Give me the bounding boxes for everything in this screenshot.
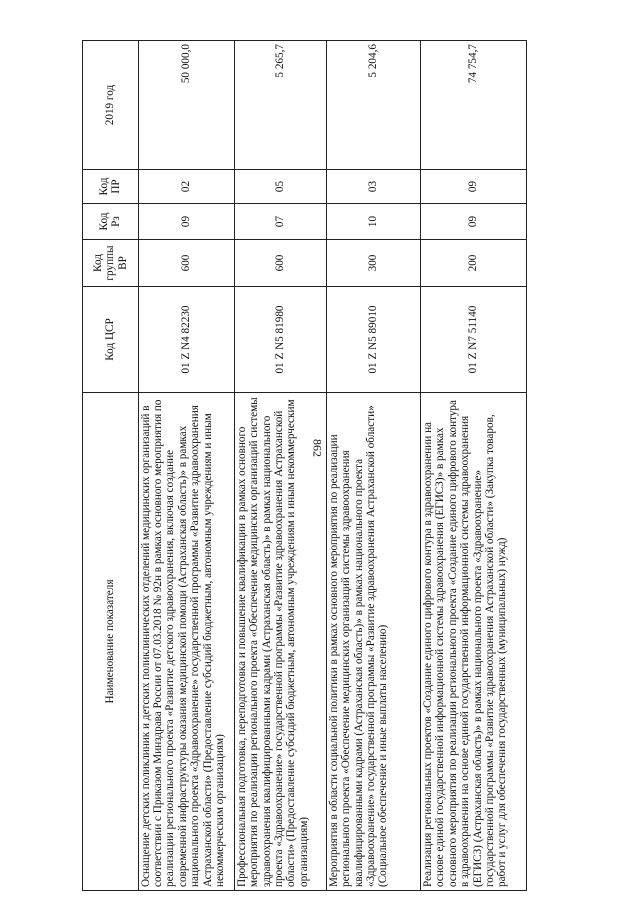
- col-header-vr: Код группы ВР: [83, 240, 139, 287]
- col-header-name: Наименование показателя: [83, 393, 139, 891]
- row-pr: 09: [421, 170, 527, 204]
- row-pr: 05: [234, 170, 326, 204]
- row-csr: 01 Z N7 51140: [421, 287, 527, 393]
- table-row: [234, 41, 326, 891]
- row-vr: 600: [138, 240, 234, 287]
- row-name: Реализация региональных проектов «Создание единого цифрового контура в здравоохранении на основе единой государственной информационной системы здравоохранения (ЕГИСЗ)» в рамках основного мероприятия по реализации регионального проекта «Создание единого цифрового контура в здравоохранении на основе единой государственной информационной системы здравоохранения (ЕГИСЗ) (Астраханская область)» в рамках национального проекта «Здравоохранение» государственной программы «Развитие здравоохранения Астраханской области» (Закупка товаров, работ и услуг для обеспечения государственных (муниципальных) нужд): [421, 393, 527, 891]
- row-csr: 01 Z N4 82230: [138, 287, 234, 393]
- table-row: [421, 41, 527, 891]
- col-header-pr: Код ПР: [83, 170, 139, 204]
- row-rz: 09: [421, 204, 527, 240]
- col-header-2019: 2019 год: [83, 41, 139, 170]
- row-rz: 10: [326, 204, 420, 240]
- row-name: Профессиональная подготовка, переподготовка и повышение квалификации в рамках основного мероприятия по реализации регионального проекта «Обеспечение медицинских организаций системы здравоохранения квалифицированными кадрами (Астраханская область)» в рамках национального проекта «Здравоохранение» государственной программы «Развитие здравоохранения Астраханской области» (Предоставление субсидий бюджетным, автономным учреждениям и иным некоммерческим организациям): [234, 393, 326, 891]
- row-rz: 09: [138, 204, 234, 240]
- col-header-rz: Код Рз: [83, 204, 139, 240]
- row-vr: 200: [421, 240, 527, 287]
- budget-table: [82, 40, 527, 891]
- row-csr: 01 Z N5 81980: [234, 287, 326, 393]
- row-pr: 03: [326, 170, 420, 204]
- row-csr: 01 Z N5 89010: [326, 287, 420, 393]
- budget-table-container: [82, 41, 527, 891]
- row-name: Мероприятия в области социальной политики в рамках основного мероприятия по реализации регионального проекта «Обеспечение медицинских организаций системы здравоохранения квалифицированными кадрами (Астраханская область)» в рамках национального проекта «Здравоохранение» государственной программы «Развитие здравоохранения Астраханской области» (Социальное обеспечение и иные выплаты населению): [326, 393, 420, 891]
- row-pr: 02: [138, 170, 234, 204]
- page-number: 862: [310, 439, 325, 457]
- table-row: [138, 41, 234, 891]
- row-rz: 07: [234, 204, 326, 240]
- row-vr: 600: [234, 240, 326, 287]
- table-header-row: [83, 41, 139, 891]
- col-header-csr: Код ЦСР: [83, 287, 139, 393]
- row-2019: 5 204,6: [326, 41, 420, 170]
- row-vr: 300: [326, 240, 420, 287]
- row-2019: 74 754,7: [421, 41, 527, 170]
- row-name: Оснащение детских поликлиник и детских поликлинических отделений медицинских организаций в соответствии с Приказом Минздрава России от 07.03.2018 № 92н в рамках основного мероприятия по реализации регионального проекта «Развитие детского здравоохранения, включая создание современной инфраструктуры оказания медицинской помощи (Астраханская область)» в рамках национального проекта «Здравоохранение» государственной программы «Развитие здравоохранения Астраханской области» (Предоставление субсидий бюджетным, автономным учреждениям и иным некоммерческим организациям): [138, 393, 234, 891]
- row-2019: 50 000,0: [138, 41, 234, 170]
- row-2019: 5 265,7: [234, 41, 326, 170]
- table-row: [326, 41, 420, 891]
